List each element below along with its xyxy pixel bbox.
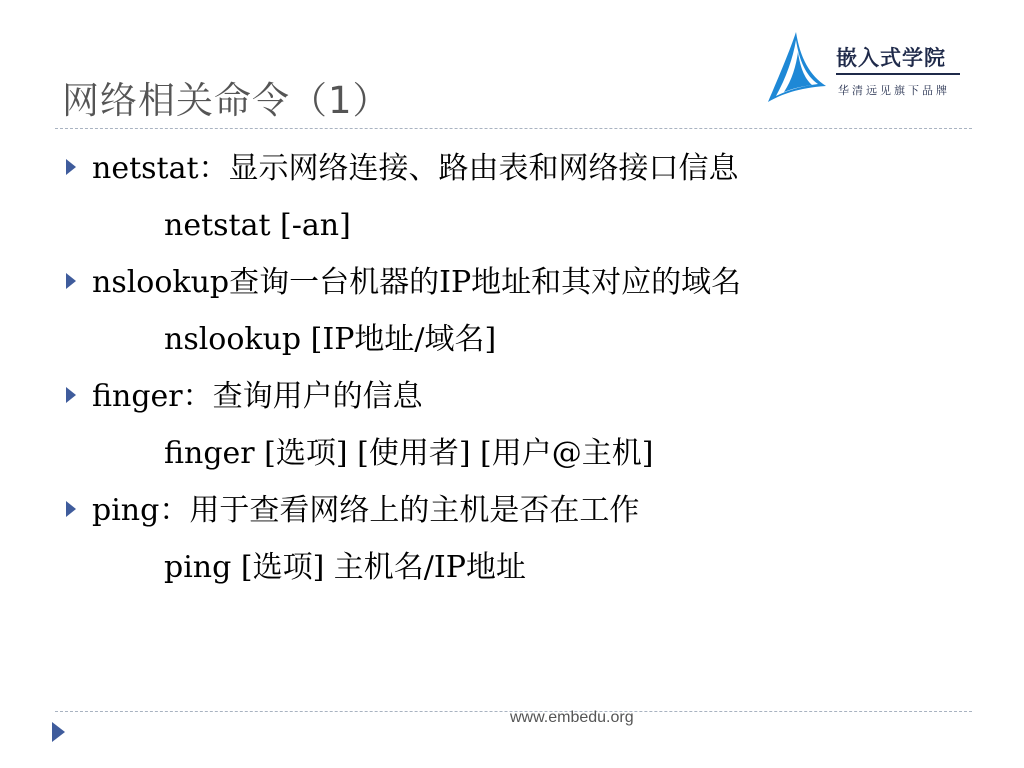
usage-text: ping [选项] 主机名/IP地址: [164, 550, 526, 585]
command-line: [62, 368, 962, 425]
footer-arrow-icon: [52, 722, 65, 742]
logo-tagline: 华清远见旗下品牌: [838, 84, 950, 97]
title-divider: [55, 128, 972, 129]
list-item: [62, 254, 962, 368]
list-item: [62, 140, 962, 254]
command-text: nslookup查询一台机器的IP地址和其对应的域名: [92, 265, 742, 300]
logo-brand-text: 嵌入式学院: [836, 46, 946, 70]
list-item: [62, 482, 962, 596]
bullet-list: [62, 140, 962, 596]
bullet-arrow-icon: [66, 387, 76, 403]
command-line: [62, 482, 962, 539]
command-line: [62, 140, 962, 197]
logo-divider: [836, 73, 960, 75]
logo: [766, 30, 966, 106]
command-text: netstat：显示网络连接、路由表和网络接口信息: [92, 151, 739, 186]
usage-text: finger [选项] [使用者] [用户@主机]: [164, 436, 654, 471]
bullet-arrow-icon: [66, 501, 76, 517]
usage-text: netstat [-an]: [164, 208, 351, 243]
usage-text: nslookup [IP地址/域名]: [164, 322, 497, 357]
command-line: [62, 254, 962, 311]
bullet-arrow-icon: [66, 273, 76, 289]
command-text: finger：查询用户的信息: [92, 379, 423, 414]
sail-logo-icon: [766, 30, 830, 106]
slide-title: 网络相关命令（1）: [62, 79, 391, 122]
list-item: [62, 368, 962, 482]
bullet-arrow-icon: [66, 159, 76, 175]
command-text: ping：用于查看网络上的主机是否在工作: [92, 493, 640, 528]
footer-url: www.embedu.org: [510, 709, 634, 726]
